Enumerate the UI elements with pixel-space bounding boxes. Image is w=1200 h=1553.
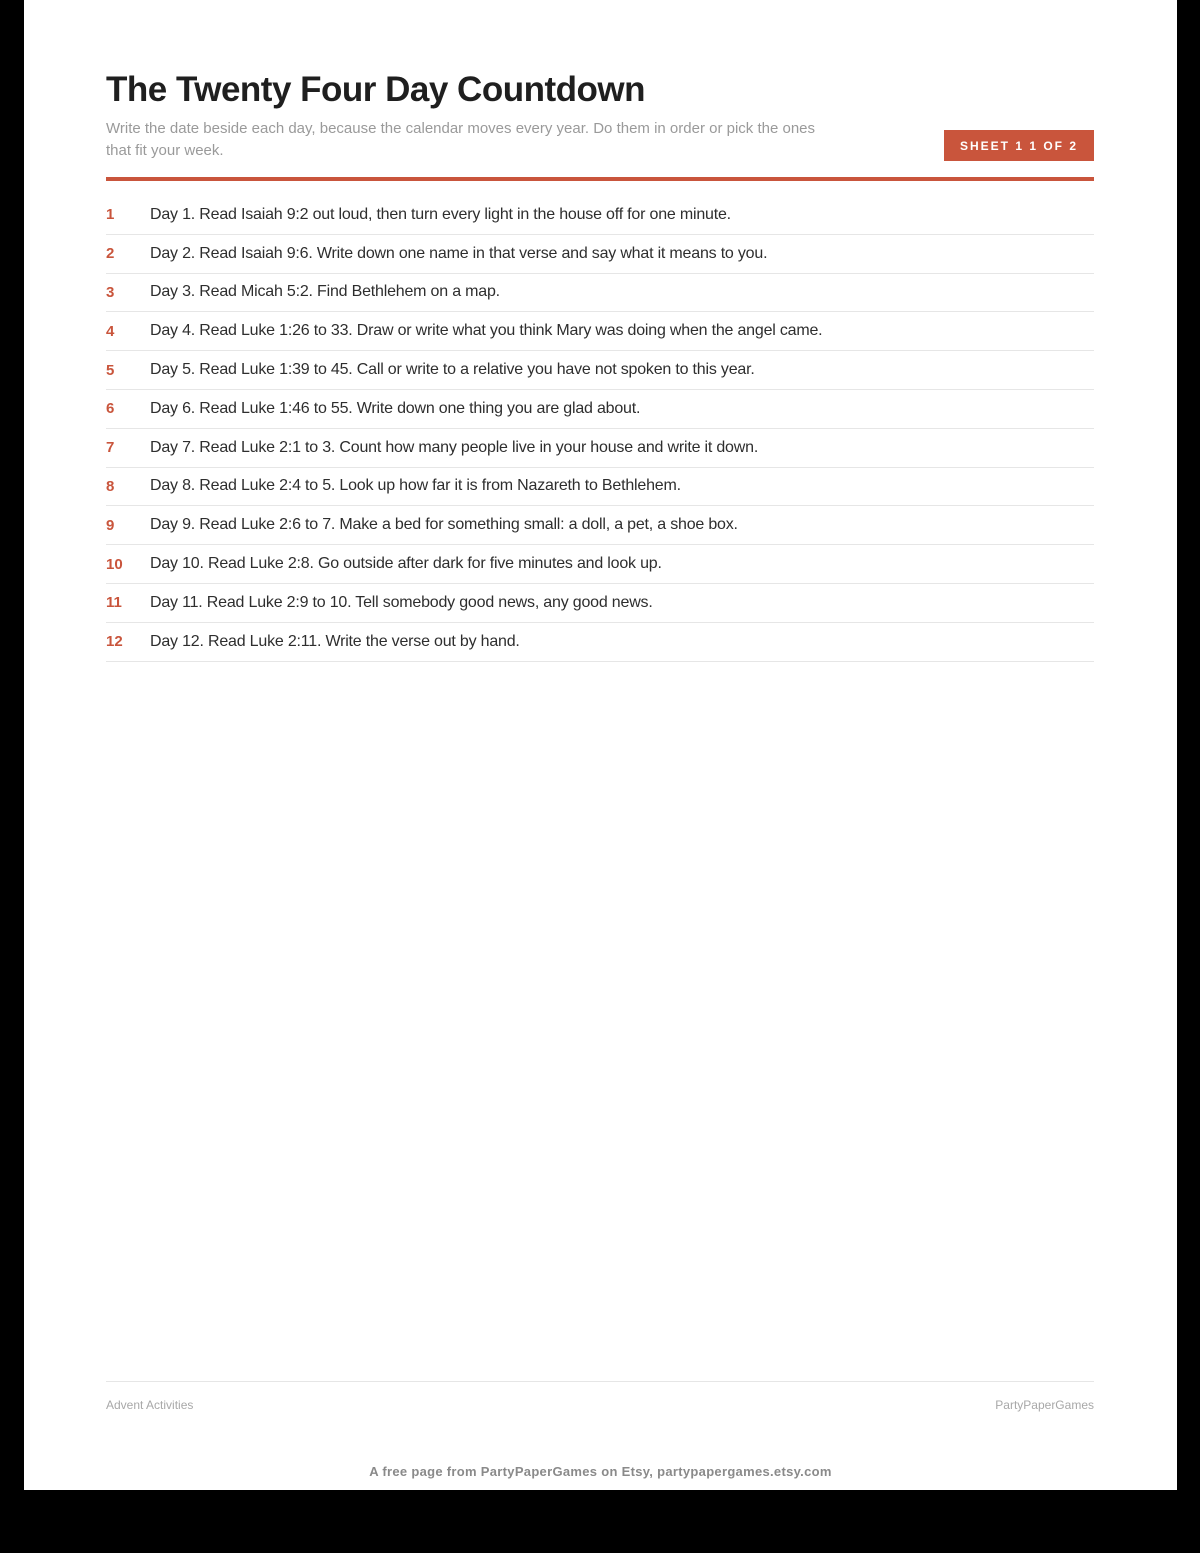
item-number: 9 — [106, 516, 115, 534]
item-number: 3 — [106, 283, 115, 301]
page-title: The Twenty Four Day Countdown — [106, 70, 645, 109]
item-text: Day 10. Read Luke 2:8. Go outside after dark for five minutes and look up. — [150, 555, 662, 573]
activity-list — [106, 196, 1094, 662]
page-subtitle: Write the date beside each day, because the calendar moves every year. Do them in order or pick the ones that fit your week. — [106, 120, 816, 159]
header-divider — [106, 177, 1094, 181]
item-number: 12 — [106, 633, 123, 651]
item-text: Day 11. Read Luke 2:9 to 10. Tell somebody good news, any good news. — [150, 593, 653, 611]
item-text: Day 7. Read Luke 2:1 to 3. Count how many people live in your house and write it down. — [150, 438, 759, 456]
item-number: 4 — [106, 322, 115, 340]
item-number: 7 — [106, 439, 115, 457]
footer-brand: PartyPaperGames — [995, 1398, 1094, 1412]
list-item — [106, 584, 1094, 623]
item-number: 6 — [106, 400, 115, 418]
item-text: Day 3. Read Micah 5:2. Find Bethlehem on a map. — [150, 283, 500, 301]
item-text: Day 1. Read Isaiah 9:2 out loud, then turn every light in the house off for one minute. — [150, 205, 731, 223]
list-item — [106, 390, 1094, 429]
item-number: 1 — [106, 206, 115, 224]
item-text: Day 8. Read Luke 2:4 to 5. Look up how far it is from Nazareth to Bethlehem. — [150, 477, 681, 495]
list-item — [106, 429, 1094, 468]
item-number: 5 — [106, 361, 115, 379]
list-item — [106, 235, 1094, 274]
footer-category: Advent Activities — [106, 1398, 194, 1412]
printable-sheet — [24, 0, 1177, 1490]
list-item — [106, 545, 1094, 584]
item-text: Day 5. Read Luke 1:39 to 45. Call or write to a relative you have not spoken to this year. — [150, 361, 755, 379]
list-item — [106, 312, 1094, 351]
item-text: Day 4. Read Luke 1:26 to 33. Draw or write what you think Mary was doing when the angel came. — [150, 322, 823, 340]
item-number: 10 — [106, 555, 123, 573]
item-number: 11 — [106, 594, 122, 612]
promo-line: A free page from PartyPaperGames on Etsy, partypapergames.etsy.com — [369, 1464, 832, 1479]
item-text: Day 2. Read Isaiah 9:6. Write down one name in that verse and say what it means to you. — [150, 244, 768, 262]
list-item — [106, 274, 1094, 313]
list-item — [106, 506, 1094, 545]
list-item — [106, 196, 1094, 235]
list-item — [106, 351, 1094, 390]
sheet-badge: SHEET 1 1 OF 2 — [944, 130, 1094, 161]
item-number: 8 — [106, 477, 115, 495]
item-text: Day 12. Read Luke 2:11. Write the verse out by hand. — [150, 632, 520, 650]
footer-divider — [106, 1381, 1094, 1382]
item-number: 2 — [106, 245, 115, 263]
item-text: Day 6. Read Luke 1:46 to 55. Write down one thing you are glad about. — [150, 399, 641, 417]
list-item — [106, 468, 1094, 507]
item-text: Day 9. Read Luke 2:6 to 7. Make a bed for something small: a doll, a pet, a shoe box. — [150, 516, 738, 534]
list-item — [106, 623, 1094, 662]
